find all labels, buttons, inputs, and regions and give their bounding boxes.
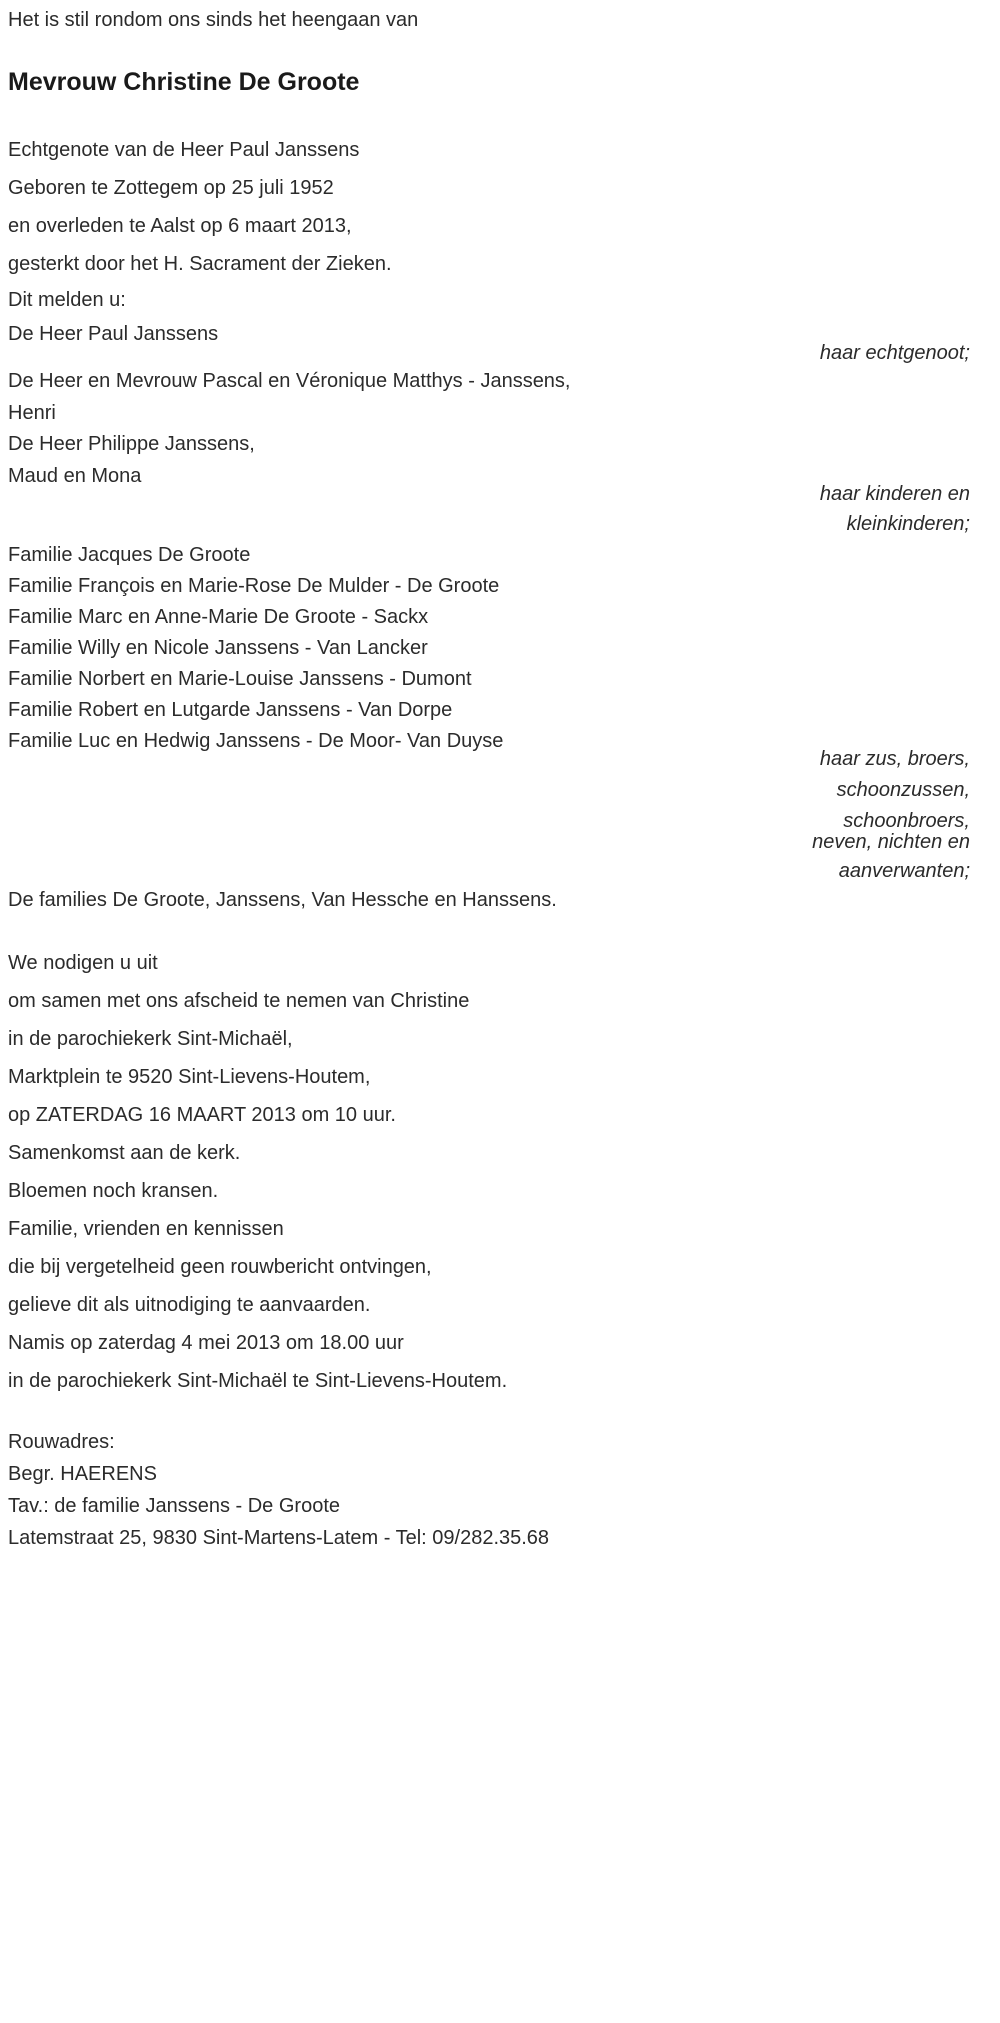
funeral-date-line: op ZATERDAG 16 MAART 2013 om 10 uur. (8, 1104, 396, 1126)
intro-line: Het is stil rondom ons sinds het heengaan van (8, 9, 419, 31)
invitation-line: We nodigen u uit (8, 952, 158, 974)
relation-siblings: haar zus, broers, (819, 748, 970, 770)
children-line: De Heer en Mevrouw Pascal en Véronique Matthys - Janssens, (8, 370, 571, 392)
husband-name-line: De Heer Paul Janssens (8, 323, 219, 345)
announce-line: Dit melden u: (8, 289, 126, 311)
family-line: Familie Norbert en Marie-Louise Janssens - Dumont (8, 668, 472, 690)
attn-line: Tav.: de familie Janssens - De Groote (8, 1495, 340, 1517)
notice-line: Familie, vrienden en kennissen (8, 1218, 284, 1240)
relation-husband: haar echtgenoot; (819, 342, 970, 364)
relation-siblings: schoonbroers, (843, 810, 970, 832)
notice-line: gelieve dit als uitnodiging te aanvaarden. (8, 1294, 371, 1316)
funeral-home-line: Begr. HAERENS (8, 1463, 157, 1485)
relation-children: haar kinderen en (819, 483, 970, 505)
grandchild-line: Henri (8, 402, 56, 424)
memorial-church-line: in de parochiekerk Sint-Michaël te Sint-Lievens-Houtem. (8, 1370, 508, 1392)
flowers-line: Bloemen noch kransen. (8, 1180, 219, 1202)
mourning-address-label: Rouwadres: (8, 1431, 115, 1453)
sacrament-line: gesterkt door het H. Sacrament der Zieken. (8, 253, 392, 275)
children-line: De Heer Philippe Janssens, (8, 433, 255, 455)
relation-children: kleinkinderen; (846, 513, 970, 535)
contact-line: Latemstraat 25, 9830 Sint-Martens-Latem - Tel: 09/282.35.68 (8, 1527, 550, 1549)
family-line: Familie Luc en Hedwig Janssens - De Moor- Van Duyse (8, 730, 504, 752)
relation-siblings: neven, nichten en (812, 831, 970, 853)
invitation-line: om samen met ons afscheid te nemen van Christine (8, 990, 470, 1012)
spouse-line: Echtgenote van de Heer Paul Janssens (8, 139, 360, 161)
church-line: in de parochiekerk Sint-Michaël, (8, 1028, 293, 1050)
family-line: Familie François en Marie-Rose De Mulder - De Groote (8, 575, 500, 597)
announcement-lines (8, 8, 970, 1550)
gathering-line: Samenkomst aan de kerk. (8, 1142, 241, 1164)
families-line: De families De Groote, Janssens, Van Hessche en Hanssens. (8, 889, 557, 911)
notice-line: die bij vergetelheid geen rouwbericht ontvingen, (8, 1256, 432, 1278)
family-line: Familie Willy en Nicole Janssens - Van Lancker (8, 637, 428, 659)
deceased-name: Mevrouw Christine De Groote (8, 68, 360, 96)
memorial-mass-line: Namis op zaterdag 4 mei 2013 om 18.00 uur (8, 1332, 404, 1354)
death-line: en overleden te Aalst op 6 maart 2013, (8, 215, 352, 237)
relation-siblings: aanverwanten; (838, 860, 970, 882)
church-address-line: Marktplein te 9520 Sint-Lievens-Houtem, (8, 1066, 371, 1088)
family-line: Familie Robert en Lutgarde Janssens - Van Dorpe (8, 699, 453, 721)
grandchild-line: Maud en Mona (8, 465, 142, 487)
birth-line: Geboren te Zottegem op 25 juli 1952 (8, 177, 334, 199)
family-line: Familie Jacques De Groote (8, 544, 251, 566)
relation-siblings: schoonzussen, (836, 779, 970, 801)
family-line: Familie Marc en Anne-Marie De Groote - Sackx (8, 606, 429, 628)
